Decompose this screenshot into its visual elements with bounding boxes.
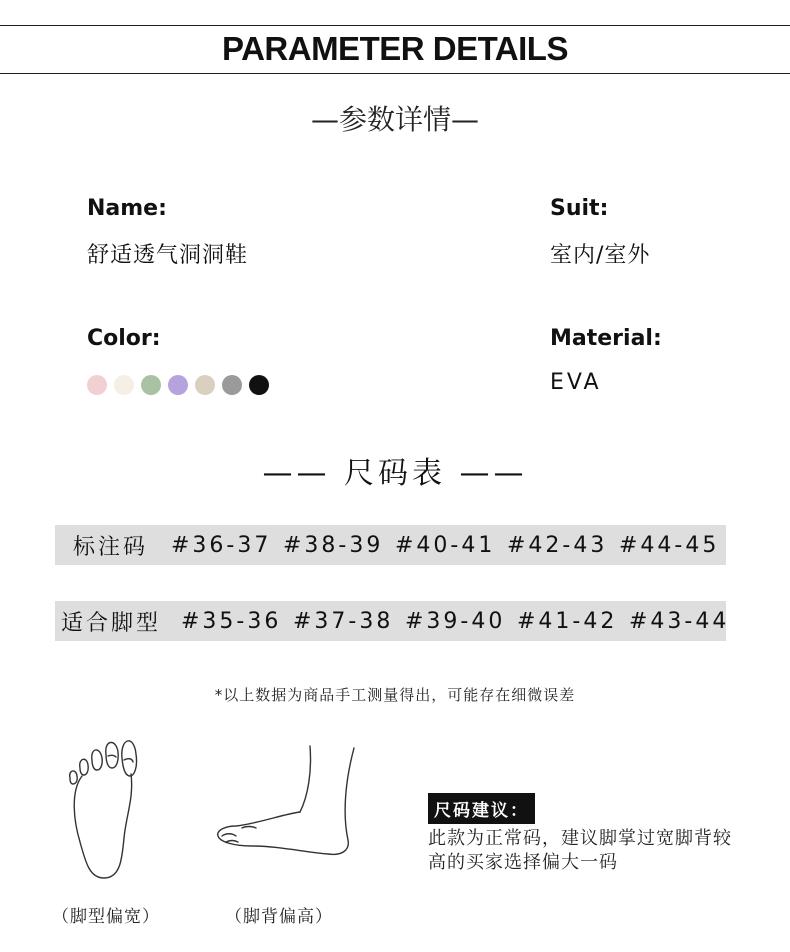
size-cell: #40-41 <box>395 532 496 558</box>
page-subtitle: —参数详情— <box>310 103 479 136</box>
size-cell: #36-37 <box>171 532 272 558</box>
high-instep-foot-illustration <box>212 742 362 860</box>
color-swatch <box>222 375 242 395</box>
color-label: Color: <box>87 326 161 351</box>
size-cell: #41-42 <box>517 608 618 634</box>
material-label: Material: <box>550 326 662 351</box>
size-cell: #43-44 <box>629 608 730 634</box>
size-cell: #38-39 <box>283 532 384 558</box>
material-value: EVA <box>550 370 602 395</box>
color-swatch <box>168 375 188 395</box>
color-swatch <box>114 375 134 395</box>
size-cell: #44-45 <box>619 532 720 558</box>
size-cell: #35-36 <box>181 608 282 634</box>
row-header-fit: 适合脚型 <box>61 610 162 636</box>
color-swatch <box>87 375 107 395</box>
size-cell: #37-38 <box>293 608 394 634</box>
suit-value: 室内/室外 <box>550 243 651 268</box>
fit-size-row <box>55 601 730 641</box>
measurement-note: *以上数据为商品手工测量得出，可能存在细微误差 <box>214 686 576 704</box>
name-value: 舒适透气洞洞鞋 <box>87 243 249 268</box>
size-cell: #39-40 <box>405 608 506 634</box>
name-label: Name: <box>87 196 167 221</box>
color-swatch <box>249 375 269 395</box>
title-rule <box>0 73 790 74</box>
high-instep-caption: （脚背偏高） <box>225 907 333 927</box>
marked-size-row <box>55 525 726 565</box>
size-cell: #42-43 <box>507 532 608 558</box>
size-advice-heading: 尺码建议： <box>428 793 535 824</box>
wide-foot-caption: （脚型偏宽） <box>52 907 160 927</box>
size-advice-text: 此款为正常码，建议脚掌过宽脚背较高的买家选择偏大一码 <box>428 828 732 873</box>
wide-foot-illustration <box>60 730 145 882</box>
suit-label: Suit: <box>550 196 609 221</box>
color-swatches <box>87 375 269 395</box>
color-swatch <box>195 375 215 395</box>
size-chart-title: —— 尺码表 —— <box>262 456 528 491</box>
row-header-marked: 标注码 <box>73 534 149 560</box>
color-swatch <box>141 375 161 395</box>
top-rule <box>0 25 790 26</box>
page-title: PARAMETER DETAILS <box>222 30 568 67</box>
